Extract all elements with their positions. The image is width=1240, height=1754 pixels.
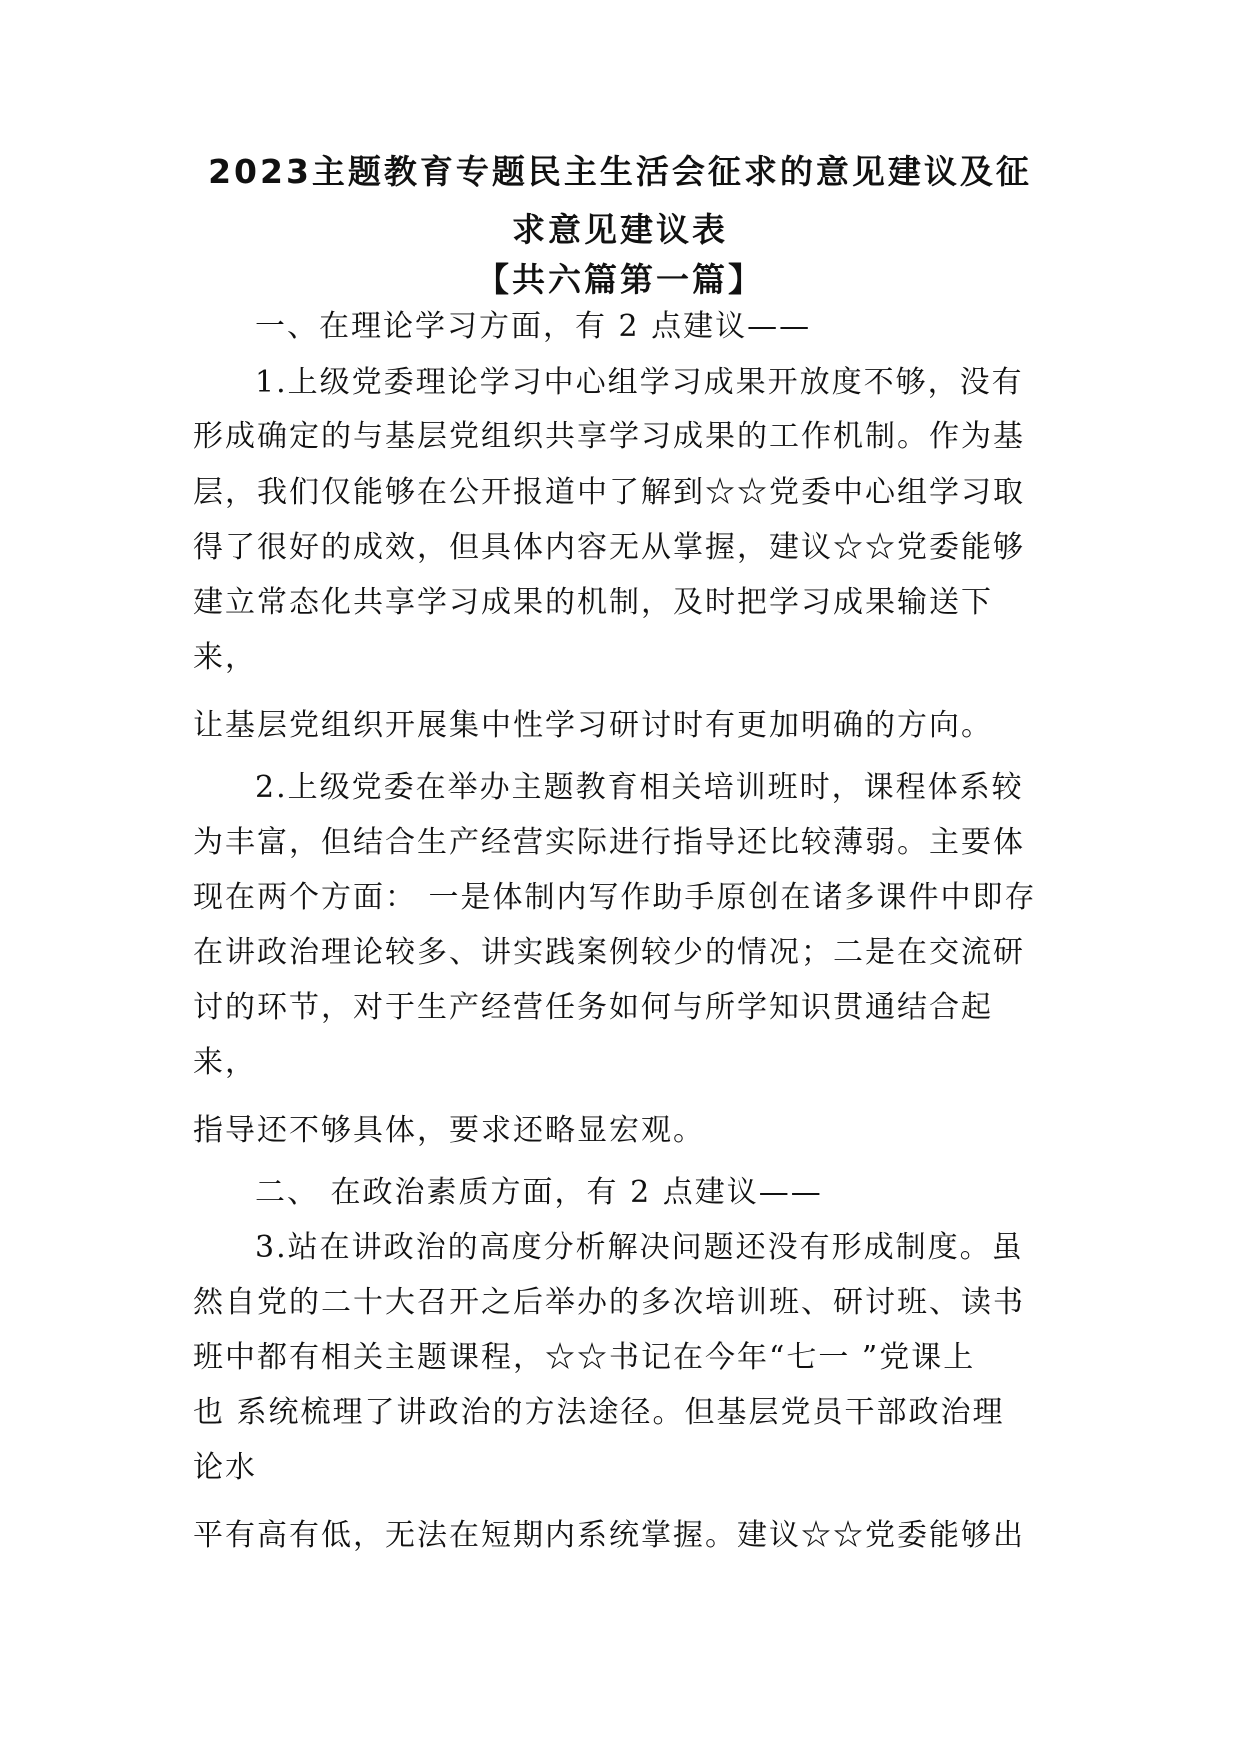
paragraph-line: 讨的环节，对于生产经营任务如何与所学知识贯通结合起 bbox=[193, 990, 993, 1025]
paragraph-line: 得了很好的成效，但具体内容无从掌握，建议☆☆党委能够 bbox=[193, 530, 1025, 565]
paragraph-line: 1.上级党委理论学习中心组学习成果开放度不够，没有 bbox=[255, 365, 1024, 400]
document-subtitle: 【共六篇第一篇】 bbox=[476, 260, 764, 299]
paragraph-line: 平有高有低，无法在短期内系统掌握。建议☆☆党委能够出 bbox=[193, 1518, 1025, 1553]
paragraph-line: 让基层党组织开展集中性学习研讨时有更加明确的方向。 bbox=[193, 708, 993, 743]
document-title-line-1: 2023主题教育专题民主生活会征求的意见建议及征 bbox=[208, 152, 1032, 191]
paragraph-line: 形成确定的与基层党组织共享学习成果的工作机制。作为基 bbox=[193, 419, 1025, 454]
paragraph-line: 3.站在讲政治的高度分析解决问题还没有形成制度。虽 bbox=[255, 1230, 1024, 1265]
paragraph-line: 然自党的二十大召开之后举办的多次培训班、研讨班、读书 bbox=[193, 1285, 1025, 1320]
paragraph-line: 为丰富，但结合生产经营实际进行指导还比较薄弱。主要体 bbox=[193, 825, 1025, 860]
paragraph-line: 建立常态化共享学习成果的机制，及时把学习成果输送下 bbox=[193, 585, 993, 620]
paragraph-line: 也 系统梳理了讲政治的方法途径。但基层党员干部政治理 bbox=[193, 1395, 1005, 1430]
paragraph-line: 指导还不够具体，要求还略显宏观。 bbox=[193, 1113, 705, 1148]
section-heading-2: 二、 在政治素质方面，有 2 点建议—— bbox=[255, 1175, 823, 1210]
document-title-line-2: 求意见建议表 bbox=[512, 210, 728, 249]
paragraph-line: 现在两个方面： 一是体制内写作助手原创在诸多课件中即存 bbox=[193, 880, 1037, 915]
paragraph-line: 在讲政治理论较多、讲实践案例较少的情况；二是在交流研 bbox=[193, 935, 1025, 970]
paragraph-line: 来， bbox=[193, 1045, 257, 1080]
section-heading-1: 一、在理论学习方面，有 2 点建议—— bbox=[255, 309, 812, 344]
paragraph-line: 来， bbox=[193, 640, 257, 675]
paragraph-line: 班中都有相关主题课程，☆☆书记在今年“七一 ”党课上 bbox=[193, 1340, 976, 1375]
paragraph-line: 2.上级党委在举办主题教育相关培训班时，课程体系较 bbox=[255, 770, 1024, 805]
paragraph-line: 论水 bbox=[193, 1450, 257, 1485]
paragraph-line: 层，我们仅能够在公开报道中了解到☆☆党委中心组学习取 bbox=[193, 475, 1025, 510]
